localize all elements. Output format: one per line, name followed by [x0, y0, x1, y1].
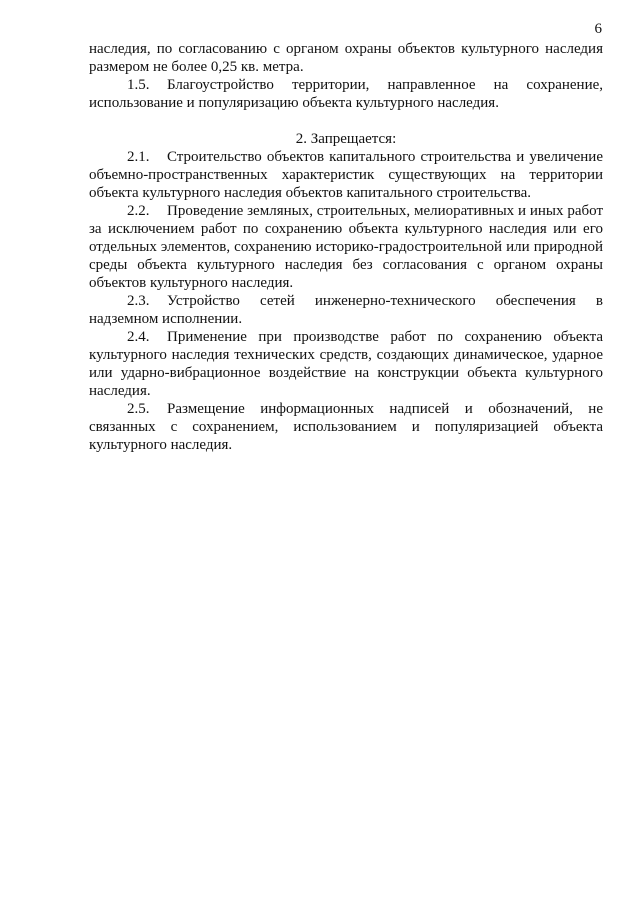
- item-number: 2.2.: [127, 203, 150, 219]
- item-1-5: [89, 76, 603, 112]
- page-number: 6: [594, 21, 602, 37]
- item-text: Применение при производстве работ по сохранению объекта культурного наследия технических средств, создающих динамическое, ударное или ударно-вибрационное воздействие на конструкции объекта культурного наследия.: [89, 329, 603, 399]
- item-2-3: [89, 292, 603, 328]
- document-body: [89, 40, 603, 454]
- item-number: 2.1.: [127, 149, 150, 165]
- item-text: Строительство объектов капитального строительства и увеличение объемно-пространственных характеристик существующих на территории объекта культурного наследия объектов капитального строительства.: [89, 149, 603, 201]
- item-number: 2.4.: [127, 329, 150, 345]
- item-text: Устройство сетей инженерно-технического обеспечения в надземном исполнении.: [89, 293, 603, 327]
- section-heading: 2. Запрещается:: [295, 131, 397, 147]
- item-number: 1.5.: [127, 77, 150, 93]
- item-number: 2.5.: [127, 401, 150, 417]
- item-number: 2.3.: [127, 293, 150, 309]
- item-2-1: [89, 148, 603, 202]
- item-2-2: [89, 202, 603, 292]
- item-2-5: [89, 400, 603, 454]
- item-text: Благоустройство территории, направленное на сохранение, использование и популяризацию объекта культурного наследия.: [89, 77, 603, 111]
- continued-paragraph: наследия, по согласованию с органом охраны объектов культурного наследия размером не более 0,25 кв. метра.: [89, 41, 603, 75]
- item-text: Размещение информационных надписей и обозначений, не связанных с сохранением, использованием и популяризацией объекта культурного наследия.: [89, 401, 603, 453]
- item-2-4: [89, 328, 603, 400]
- item-text: Проведение земляных, строительных, мелиоративных и иных работ за исключением работ по сохранению объекта культурного наследия или его отдельных элементов, сохранению историко-градостроительной или природной среды объекта культурного наследия без согласования с органом охраны объектов культурного наследия.: [89, 203, 603, 291]
